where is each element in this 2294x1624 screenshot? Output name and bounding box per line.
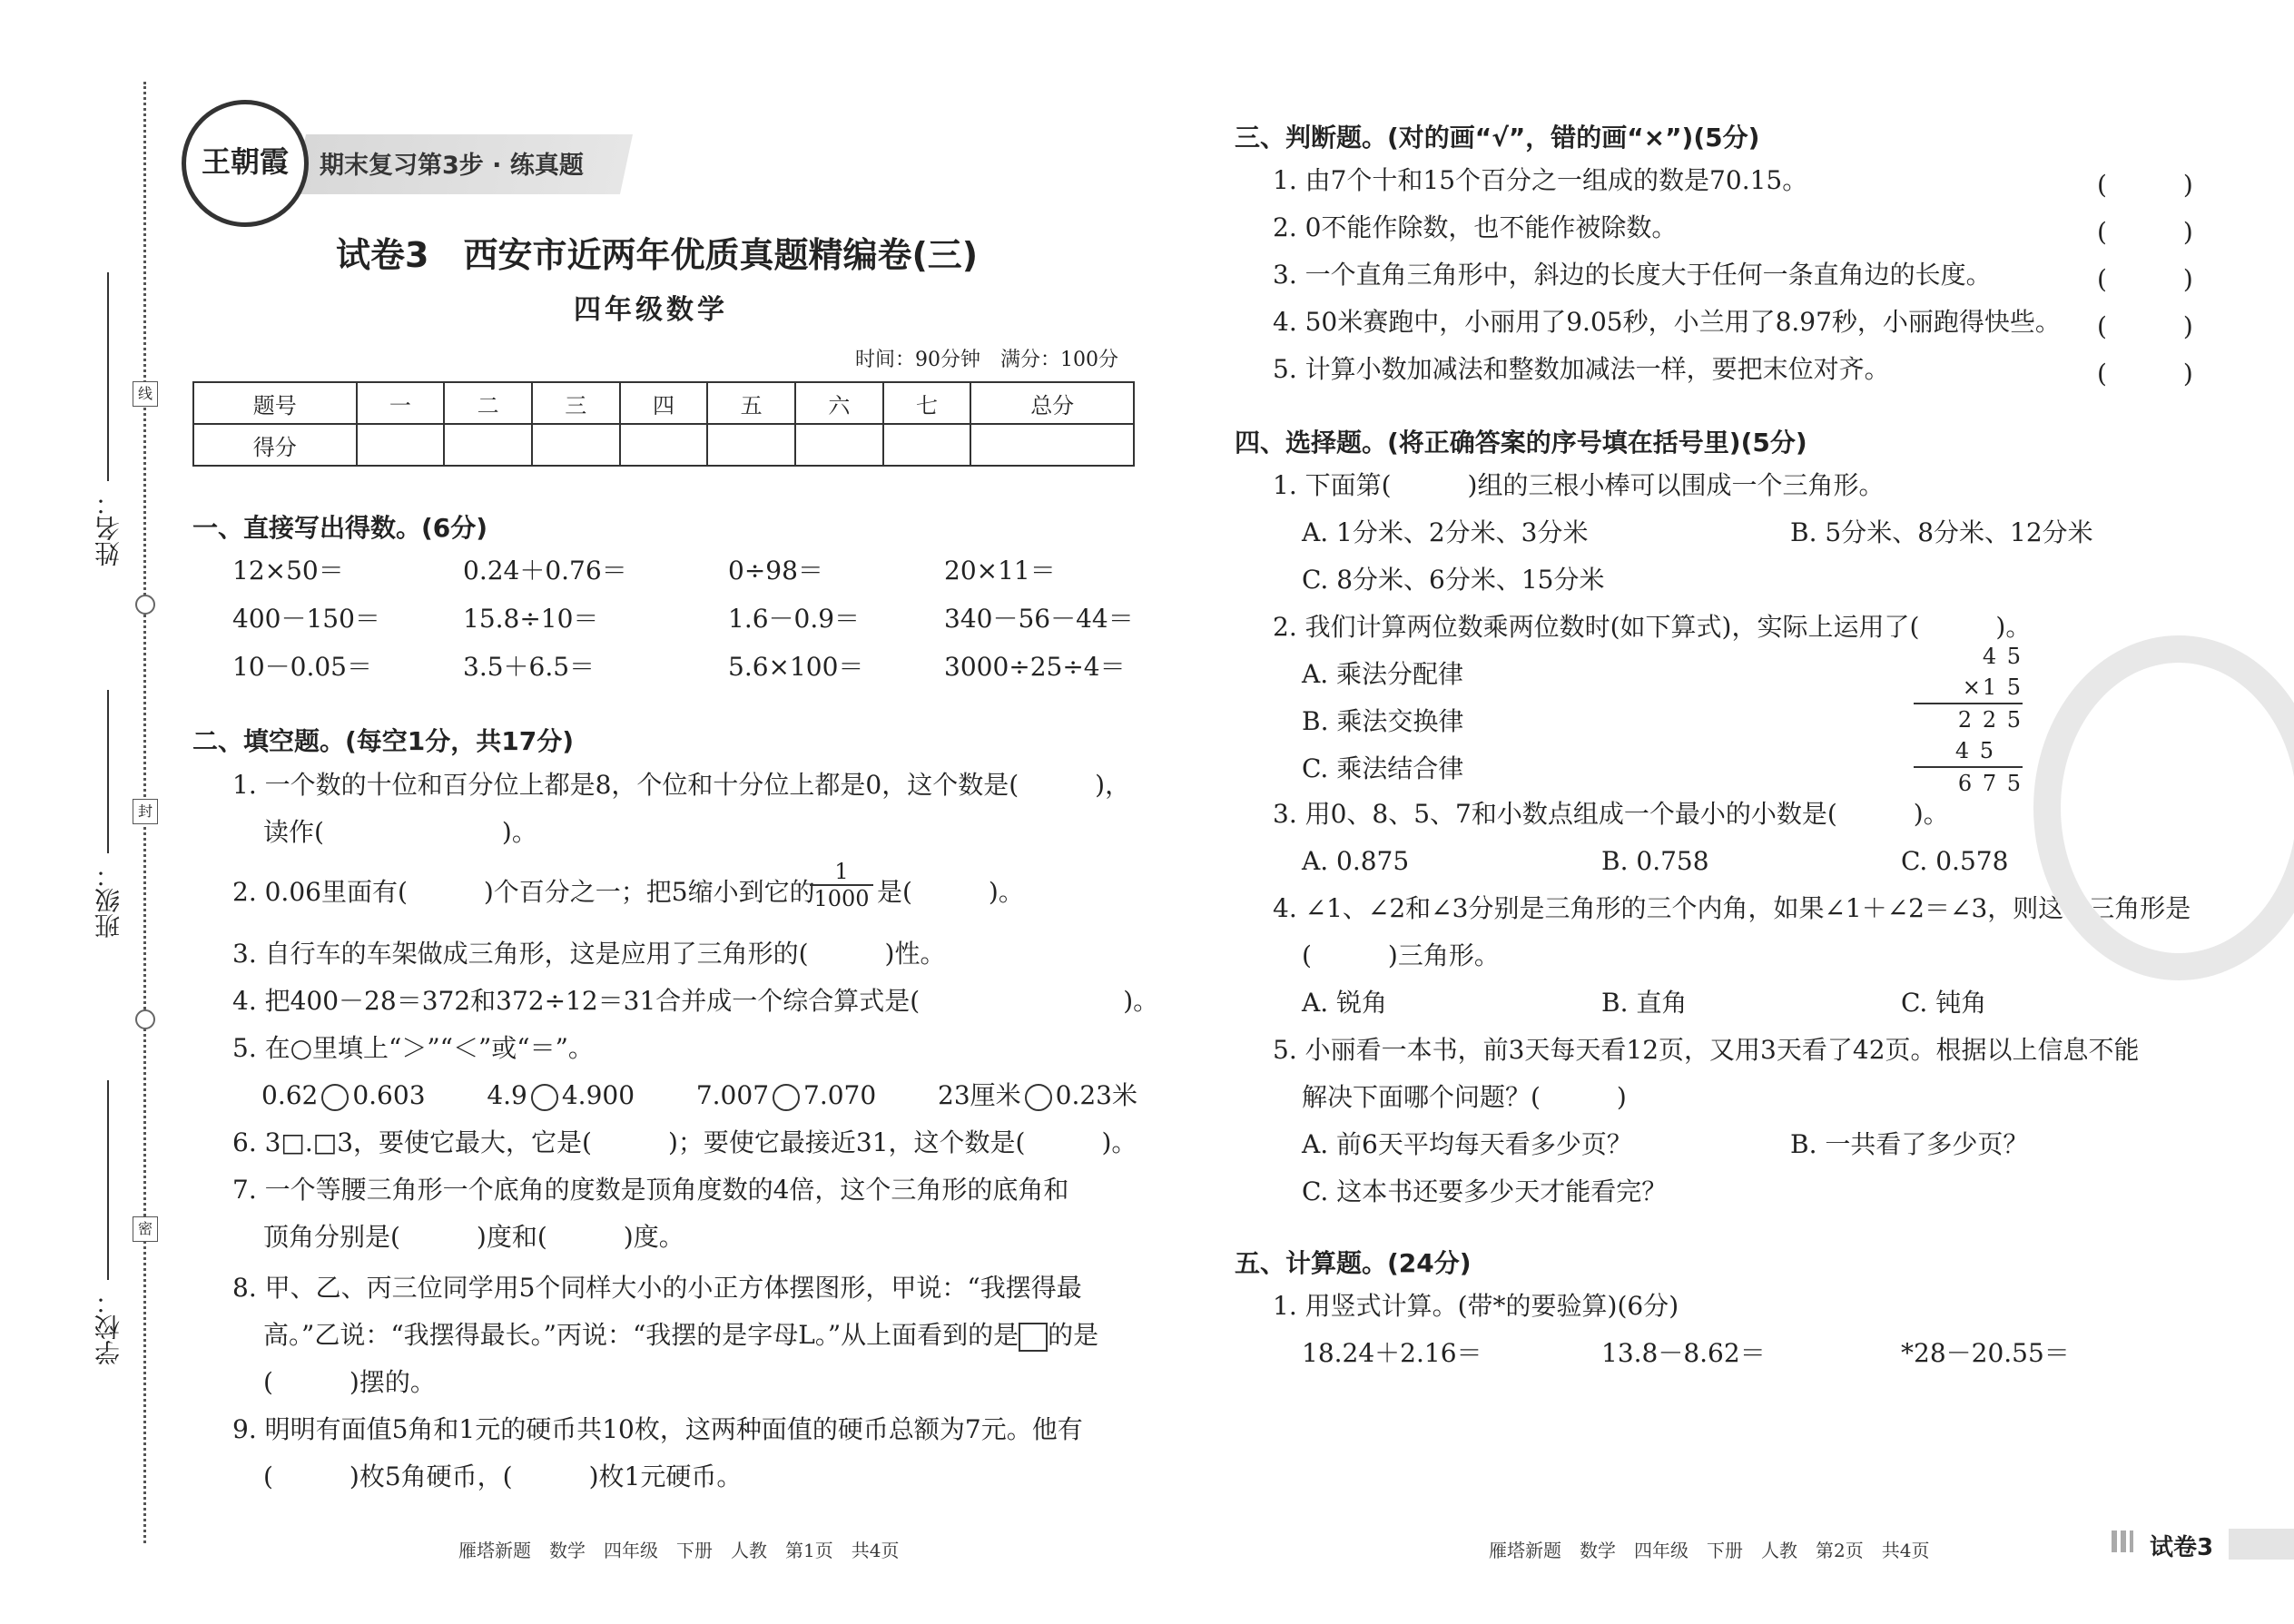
s4-q5-line1: 5. 小丽看一本书，前3天每天看12页，又用3天看了42页。根据以上信息不能 <box>1273 1035 2140 1065</box>
s4-q3: 3. 用0、8、5、7和小数点组成一个最小的小数是( )。 <box>1273 799 1949 829</box>
s4-q1-option-a: A. 1分米、2分米、3分米 <box>1302 517 1589 547</box>
school-label: 学校： <box>94 1289 123 1365</box>
score-header: 五 <box>707 382 795 424</box>
section-1-title: 一、直接写出得数。(6分) <box>192 513 488 543</box>
s4-q1: 1. 下面第( )组的三根小棒可以围成一个三角形。 <box>1273 470 1885 500</box>
s4-q2-option-c: C. 乘法结合律 <box>1302 753 1464 783</box>
brand-logo <box>182 100 309 227</box>
margin-mark-secret: 密 <box>133 1216 158 1242</box>
answer-parens[interactable]: ( ) <box>2097 311 2193 341</box>
s4-q3-option-a: A. 0.875 <box>1302 846 1410 876</box>
answer-parens[interactable]: ( ) <box>2097 359 2193 389</box>
s4-q2-option-a: A. 乘法分配律 <box>1302 659 1464 689</box>
score-cell[interactable] <box>970 424 1134 466</box>
compare-right: 4.900 <box>561 1080 635 1110</box>
score-cell[interactable] <box>707 424 795 466</box>
corner-pattern-icon <box>2112 1530 2133 1552</box>
footer-right: 雁塔新题 数学 四年级 下册 人教 第2页 共4页 <box>1489 1540 1930 1561</box>
margin-mark-seal: 封 <box>133 799 158 824</box>
calc-line: 4 5 <box>1982 644 2023 669</box>
s1-item: 400－150＝ <box>232 604 380 634</box>
score-header: 六 <box>795 382 883 424</box>
exam-meta: 时间：90分钟 满分：100分 <box>855 349 1118 371</box>
s2-q6: 6. 3□.□3，要使它最大，它是( )；要使它最接近31，这个数是( )。 <box>232 1127 1137 1157</box>
compare-right: 0.23米 <box>1055 1080 1137 1110</box>
s1-item: 12×50＝ <box>232 556 344 586</box>
vertical-multiplication <box>1914 641 2023 799</box>
s2-q8-line1: 8. 甲、乙、丙三位同学用5个同样大小的小正方体摆图形，甲说：“我摆得最 <box>232 1273 1082 1303</box>
s2-q9-line1: 9. 明明有面值5角和1元的硬币共10枚，这两种面值的硬币总额为7元。他有 <box>232 1414 1083 1444</box>
s3-item: 5. 计算小数加减法和整数加减法一样，要把末位对齐。 <box>1273 354 1890 384</box>
seal-watermark <box>2033 635 2294 980</box>
s3-item: 2. 0不能作除数，也不能作被除数。 <box>1273 212 1678 242</box>
s4-q1-option-c: C. 8分米、6分米、15分米 <box>1302 565 1605 595</box>
s5-item: 18.24＋2.16＝ <box>1302 1338 1482 1368</box>
page-title: 试卷3 西安市近两年优质真题精编卷(三) <box>336 235 979 275</box>
square-shape-icon <box>1019 1323 1048 1352</box>
footer-left: 雁塔新题 数学 四年级 下册 人教 第1页 共4页 <box>458 1540 900 1561</box>
s5-q1: 1. 用竖式计算。(带*的要验算)(6分) <box>1273 1291 1679 1321</box>
s2-q8-line2-end: 的是 <box>1048 1320 1099 1350</box>
score-header: 题号 <box>193 382 357 424</box>
fraction <box>810 859 873 911</box>
s4-q4-option-a: A. 锐角 <box>1302 988 1388 1018</box>
s2-q2-line1-end: 是( )。 <box>877 877 1024 907</box>
margin-mark-line: 线 <box>133 381 158 407</box>
punch-hole-icon <box>135 1009 155 1029</box>
score-header: 七 <box>883 382 971 424</box>
score-cell[interactable] <box>444 424 532 466</box>
s1-item: 3.5＋6.5＝ <box>463 652 596 682</box>
s3-item: 1. 由7个十和15个百分之一组成的数是70.15。 <box>1273 165 1808 195</box>
score-cell[interactable] <box>620 424 708 466</box>
answer-parens[interactable]: ( ) <box>2097 264 2193 294</box>
name-underline <box>107 272 109 481</box>
school-underline <box>107 1080 109 1280</box>
section-5-title: 五、计算题。(24分) <box>1235 1248 1472 1278</box>
score-header: 一 <box>357 382 445 424</box>
compare-left: 0.62 <box>261 1080 319 1110</box>
s1-item: 15.8÷10＝ <box>463 604 599 634</box>
s1-item: 340－56－44＝ <box>944 604 1134 634</box>
logo-text: 王朝霞 <box>201 144 289 179</box>
compare-circle[interactable] <box>531 1084 558 1111</box>
s2-q8-line2 <box>263 1320 1098 1352</box>
compare-left: 7.007 <box>695 1080 770 1110</box>
s4-q4-line1: 4. ∠1、∠2和∠3分别是三角形的三个内角，如果∠1＋∠2＝∠3，则这个三角形是 <box>1273 893 2191 923</box>
s4-q3-option-b: B. 0.758 <box>1601 846 1709 876</box>
score-header: 三 <box>532 382 620 424</box>
s2-q1-line1: 1. 一个数的十位和百分位上都是8，个位和十分位上都是0，这个数是( )， <box>232 770 1131 800</box>
class-underline <box>107 690 109 853</box>
compare-right: 0.603 <box>352 1080 426 1110</box>
corner-tab <box>2229 1529 2294 1560</box>
compare-left: 4.9 <box>487 1080 527 1110</box>
compare-right: 7.070 <box>803 1080 877 1110</box>
s4-q4-option-b: B. 直角 <box>1601 988 1688 1018</box>
section-4-title: 四、选择题。(将正确答案的序号填在括号里)(5分) <box>1235 428 1807 458</box>
s4-q5-option-c: C. 这本书还要多少天才能看完？ <box>1302 1176 1668 1206</box>
s3-item: 4. 50米赛跑中，小丽用了9.05秒，小兰用了8.97秒，小丽跑得快些。 <box>1273 307 2061 337</box>
s4-q2: 2. 我们计算两位数乘两位数时(如下算式)，实际上运用了( )。 <box>1273 612 2032 642</box>
score-cell[interactable] <box>357 424 445 466</box>
s2-q8-line3: ( )摆的。 <box>263 1367 436 1397</box>
s5-item: 13.8－8.62＝ <box>1601 1338 1766 1368</box>
score-header: 四 <box>620 382 708 424</box>
s3-item: 3. 一个直角三角形中，斜边的长度大于任何一条直角边的长度。 <box>1273 260 1992 290</box>
s2-q4: 4. 把400－28＝372和372÷12＝31合并成一个综合算式是( )。 <box>232 986 1159 1016</box>
compare-circle[interactable] <box>321 1084 349 1111</box>
punch-hole-icon <box>135 595 155 615</box>
s4-q5-option-a: A. 前6天平均每天看多少页？ <box>1302 1129 1632 1159</box>
fraction-denominator: 1000 <box>810 884 873 911</box>
score-cell[interactable] <box>883 424 971 466</box>
s2-q5-compare <box>261 1080 1137 1111</box>
s5-item: *28－20.55＝ <box>1901 1338 2070 1368</box>
section-2-title: 二、填空题。(每空1分，共17分) <box>192 726 575 756</box>
s1-item: 0.24＋0.76＝ <box>463 556 627 586</box>
s4-q4-line2: ( )三角形。 <box>1302 940 1500 970</box>
answer-parens[interactable]: ( ) <box>2097 217 2193 247</box>
banner-text: 期末复习第3步 · 练真题 <box>320 152 584 180</box>
compare-left: 23厘米 <box>938 1080 1021 1110</box>
section-3-title: 三、判断题。(对的画“√”，错的画“×”)(5分) <box>1235 123 1760 153</box>
s2-q7-line2: 顶角分别是( )度和( )度。 <box>263 1222 684 1252</box>
s4-q5-line2: 解决下面哪个问题？( ) <box>1302 1082 1627 1112</box>
calc-line: 2 2 5 <box>1957 707 2023 733</box>
score-header: 二 <box>444 382 532 424</box>
s2-q8-line2-text: 高。”乙说：“我摆得最长。”丙说：“我摆的是字母L。”从上面看到的是 <box>263 1320 1019 1350</box>
compare-circle[interactable] <box>773 1084 800 1111</box>
class-label: 班级： <box>94 862 123 939</box>
s2-q3: 3. 自行车的车架做成三角形，这是应用了三角形的( )性。 <box>232 939 946 969</box>
s2-q9-line2: ( )枚5角硬币，( )枚1元硬币。 <box>263 1462 743 1491</box>
calc-line: 6 7 5 <box>1957 771 2023 796</box>
answer-parens[interactable]: ( ) <box>2097 170 2193 200</box>
s1-item: 0÷98＝ <box>728 556 823 586</box>
s1-item: 3000÷25÷4＝ <box>944 652 1126 682</box>
score-cell[interactable] <box>795 424 883 466</box>
s1-item: 5.6×100＝ <box>728 652 864 682</box>
score-row-label: 得分 <box>193 424 357 466</box>
s4-q2-option-b: B. 乘法交换律 <box>1302 706 1464 736</box>
fraction-numerator: 1 <box>834 859 849 884</box>
s2-q2-line1: 2. 0.06里面有( )个百分之一；把5缩小到它的 <box>232 877 815 907</box>
page-subtitle: 四年级数学 <box>574 294 728 326</box>
s1-item: 10－0.05＝ <box>232 652 372 682</box>
score-header: 总分 <box>970 382 1134 424</box>
s1-item: 1.6－0.9＝ <box>728 604 861 634</box>
name-label: 姓名： <box>94 490 123 566</box>
s2-q5: 5. 在○里填上“＞”“＜”或“＝”。 <box>232 1033 594 1063</box>
calc-line: 4 5 <box>1914 735 2023 768</box>
s4-q5-option-b: B. 一共看了多少页？ <box>1790 1129 2029 1159</box>
s4-q1-option-b: B. 5分米、8分米、12分米 <box>1790 517 2093 547</box>
score-cell[interactable] <box>532 424 620 466</box>
s2-q1-line2: 读作( )。 <box>263 817 537 847</box>
s2-q7-line1: 7. 一个等腰三角形一个底角的度数是顶角度数的4倍，这个三角形的底角和 <box>232 1175 1069 1205</box>
s1-item: 20×11＝ <box>944 556 1056 586</box>
calc-line: ×1 5 <box>1914 672 2023 704</box>
s4-q3-option-c: C. 0.578 <box>1901 846 2009 876</box>
compare-circle[interactable] <box>1025 1084 1052 1111</box>
score-table <box>192 381 1135 467</box>
corner-label: 试卷3 <box>2150 1534 2214 1561</box>
s4-q4-option-c: C. 钝角 <box>1901 988 1987 1018</box>
